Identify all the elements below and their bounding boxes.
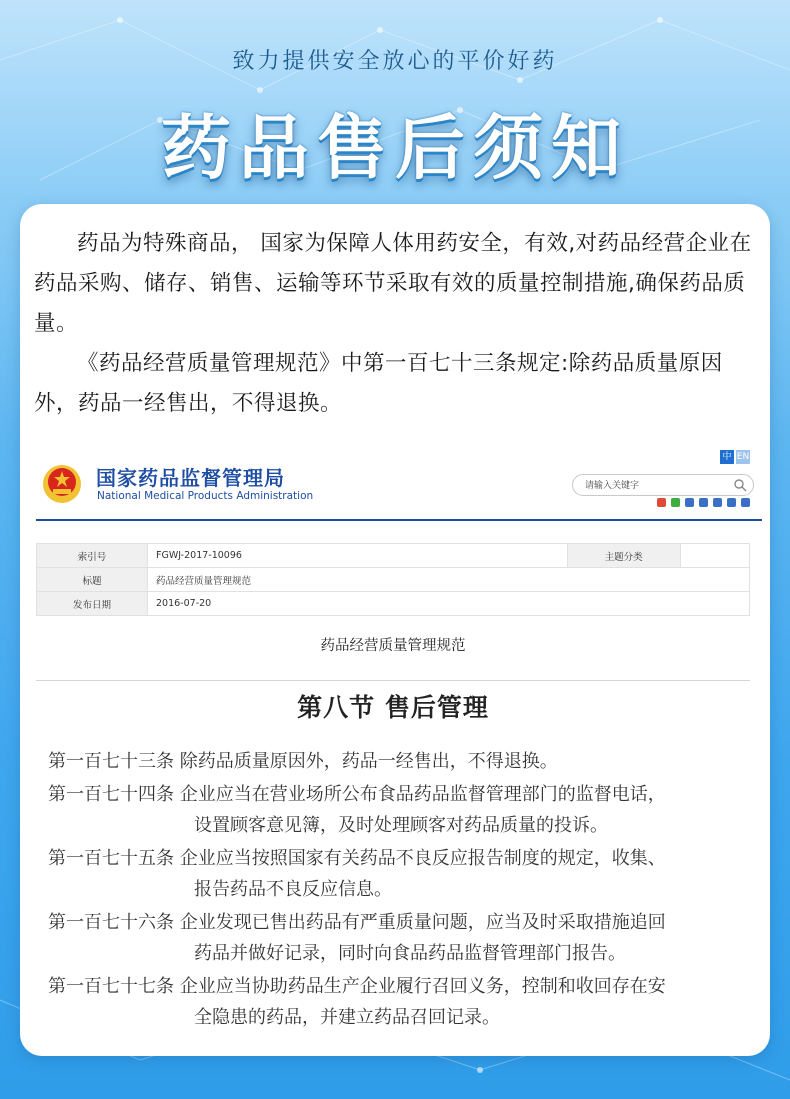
table-row <box>37 592 750 616</box>
list-item <box>36 779 786 841</box>
search-box[interactable] <box>572 474 754 496</box>
lang-chinese-button[interactable]: 中 <box>720 450 734 464</box>
article-line: 第一百七十六条 企业发现已售出药品有严重质量问题，应当及时采取措施追回 <box>48 912 666 933</box>
intro-paragraph-2: 《药品经营质量管理规范》中第一百七十三条规定:除药品质量原因外，药品一经售出，不得退换。 <box>34 351 723 416</box>
list-item <box>36 971 786 1033</box>
intro-text <box>34 224 758 424</box>
document-meta-table <box>36 543 750 616</box>
meta-key: 发布日期 <box>37 592 148 616</box>
article-line: 全隐患的药品，并建立药品召回记录。 <box>194 1007 500 1028</box>
meta-value: FGWJ-2017-10096 <box>148 544 568 568</box>
article-list <box>36 746 786 1035</box>
search-input[interactable]: 请输入关键字 <box>585 481 640 491</box>
search-icon[interactable] <box>733 478 747 492</box>
message-icon[interactable] <box>727 498 736 507</box>
divider <box>36 680 750 681</box>
site-header <box>36 454 762 521</box>
wechat-icon[interactable] <box>671 498 680 507</box>
article-line: 设置顾客意见簿，及时处理顾客对药品质量的投诉。 <box>194 815 608 836</box>
site-name: 国家药品监督管理局 <box>96 466 285 490</box>
intro-paragraph-1: 药品为特殊商品， 国家为保障人体用药安全，有效,对药品经营企业在药品采购、储存、销售、运输等环节采取有效的质量控制措施,确保药品质量。 <box>34 231 752 336</box>
language-switch <box>720 450 750 464</box>
content-card <box>20 204 770 1056</box>
meta-key: 标题 <box>37 568 148 592</box>
national-emblem-icon <box>42 462 82 506</box>
list-item <box>36 907 786 969</box>
tagline: 致力提供安全放心的平价好药 <box>232 49 558 74</box>
table-row <box>37 568 750 592</box>
site-name-english: National Medical Products Administration <box>97 490 314 502</box>
article-line: 第一百七十五条 企业应当按照国家有关药品不良反应报告制度的规定，收集、 <box>48 848 666 869</box>
article-line: 第一百七十三条 除药品质量原因外，药品一经售出，不得退换。 <box>48 751 558 772</box>
meta-value: 2016-07-20 <box>148 592 750 616</box>
mail-icon[interactable] <box>713 498 722 507</box>
document-title: 药品经营质量管理规范 <box>320 638 466 654</box>
lang-english-button[interactable]: EN <box>736 452 750 462</box>
section-heading: 第八节 售后管理 <box>297 693 489 722</box>
meta-key: 索引号 <box>37 544 148 568</box>
weibo-icon[interactable] <box>657 498 666 507</box>
table-row <box>37 544 750 568</box>
list-item <box>36 843 786 905</box>
mobile-icon[interactable] <box>685 498 694 507</box>
page-title: 药品售后须知 <box>161 107 629 189</box>
article-line: 第一百七十七条 企业应当协助药品生产企业履行召回义务，控制和收回存在安 <box>48 976 666 997</box>
article-line: 第一百七十四条 企业应当在营业场所公布食品药品监督管理部门的监督电话， <box>48 784 666 805</box>
meta-value <box>680 544 749 568</box>
meta-value: 药品经营质量管理规范 <box>148 568 750 592</box>
meta-key: 主题分类 <box>567 544 680 568</box>
nmpa-screenshot <box>36 452 762 1028</box>
social-links <box>657 498 750 507</box>
info-icon[interactable] <box>699 498 708 507</box>
user-icon[interactable] <box>741 498 750 507</box>
article-line: 报告药品不良反应信息。 <box>194 879 392 900</box>
article-line: 药品并做好记录，同时向食品药品监督管理部门报告。 <box>194 943 626 964</box>
list-item <box>36 746 786 777</box>
